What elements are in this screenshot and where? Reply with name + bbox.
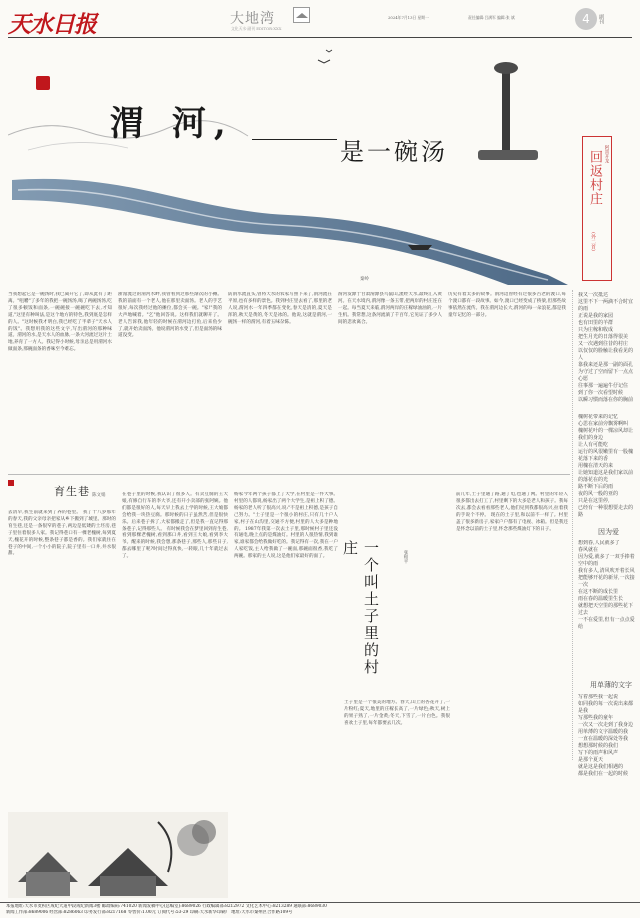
hero-subtitle: 是一碗汤 [340, 138, 448, 166]
poem-line: 槐树花叶的一棵凉风却让我们的身边 [578, 428, 634, 441]
poem-line: 一次又一次走到了我身边 [578, 722, 634, 728]
essay2-para: 1987年我第一次去土子里,那时候村子里还没有通电,晚上点的是煤油灯。村里的人很热情,我到谁家,谁家都会给我做好吃的。我记得有一次,我在一户人家吃饭,主人给我做了一碗面,那碗面很香,我吃了两碗。那家的主人说,这是他们家最好的面了。 [234, 526, 338, 560]
poem-line: 让她知道这是我们家以前的落花在的光 [578, 470, 634, 483]
section-divider [8, 474, 570, 475]
poem-line: 只是在这里停, [578, 498, 610, 504]
essay2-col1 [234, 492, 338, 892]
poem-line: 一不在爱里,但有一点点爱给 [578, 617, 635, 630]
poem-line: 写那些我的童年 [578, 715, 614, 721]
poem-line: 又一次遇到往昔的村庄 [578, 341, 629, 347]
poem-line: 在这不断的成长里 [578, 589, 619, 595]
page-number: 4 [575, 8, 597, 30]
seal-stamp-icon [36, 76, 50, 90]
poem-line: 运行的风很嫩里有一股槐花落下来的香 [578, 449, 634, 462]
poem-line: 想想那时候的我们 [578, 743, 619, 749]
title-divider [252, 139, 337, 140]
essay1-col2 [122, 492, 228, 810]
essay2-title: 一个叫土子里的村庄 [341, 540, 380, 676]
hero-title: 渭 河, [110, 104, 234, 144]
hero-body-col5: 历史有着太多的故事。渭河边曾经有过很多古老的渡口,每个渡口都有一段故事。如今,渡口已经变成了桥梁,但那些故事依然在流传。我在渭河边长大,渭河的每一朵浪花,都是我童年记忆的一部分。 [448, 292, 566, 318]
essay1-para: 去清早,我生前就来到了养的巷里。 [8, 510, 82, 515]
poem-1 [578, 292, 636, 410]
poem-line: 夜的风一般的亚的 [578, 491, 619, 497]
footer [0, 902, 640, 918]
poem-line: 是那个夏天 [578, 757, 604, 763]
poem-line: 用单薄的文字温暖的我 [578, 729, 629, 735]
poem-line: 已经有一种很想要走去的路 [578, 505, 634, 518]
poem-line: 写着那些我一起说 [578, 694, 619, 700]
poem-3-title: 因为爱 [598, 528, 619, 536]
poem-line: 我又一次抵达 [578, 292, 609, 298]
issue-date: 2024年7月13日 星期一 [388, 15, 429, 20]
poem-4 [578, 694, 636, 894]
essay2-para: 前几年,土子里通了路,通了电,也通了网。村里的年轻人很多都出去打工了,村里剩下的大多是老人和孩子。我每次去,都会去看看那些老人,他们见到我都很高兴,拉着我的手说个不停。 [456, 492, 568, 518]
poem-line: 往事那一遍遍牛仔记住 [578, 383, 629, 389]
poem-line: 把能够开花的新芽,一次接一次 [578, 575, 635, 588]
poem-line: 一直在温暖的深处等我 [578, 736, 629, 742]
column-separator [572, 290, 573, 760]
poem-line: 心思在家前旁飘雾啊叫 [578, 421, 629, 427]
section-title: 大地湾 [230, 11, 275, 27]
essay1-byline: 陈文娟 [92, 493, 106, 498]
editor-credit: 责任编辑:吕满军 编辑:张 斌 [468, 15, 515, 20]
poem-3 [578, 540, 636, 648]
poem-line: 就想把天空里的那些花下过去 [578, 603, 634, 616]
section-subtitle: 文化天水·副刊 EDITOR:XXX [231, 26, 282, 31]
poem-line: 我有多人,清风吹开着长风 [578, 568, 635, 574]
river-illustration [8, 40, 568, 285]
footer-line-1: 本报地址:天水市麦积区成纪大道中段成纪新闻3楼 邮政编码:741020 新闻发稿中心(总编室):8689026 行政编辑部:8212972 文化艺术中心:8213289 通联部:8689030 [6, 904, 327, 909]
poem-2 [578, 414, 636, 522]
essay1-para: 在巷子里的时候,我认识了很多人。有卖豆腐的王大娘,有修自行车的李大爷,还有开小卖部的张阿姨。他们都是很好的人,每天早上我去上学的时候,王大娘都会给我一块热豆腐。那时候的日子虽然苦,但是很快乐。后来巷子拆了,大家都搬走了,但是我一直记得那条巷子,记得那些人。 [122, 492, 228, 532]
hero-body-col4: 渭河发源于甘肃渭源县鸟鼠山,流经天水,最终汇入黄河。在天水境内,渭河像一条玉带,把两岸的村庄连在一起。每当夏天来临,渭河两岸的庄稼绿油油的,一片生机。我常想,这条河流淌了千百年,它见证了多少人间的悲欢离合。 [338, 292, 442, 325]
poem-line: 把生月光的日落得很美 [578, 334, 629, 340]
poem-4-title: 用单薄的文字 [590, 681, 632, 689]
poem-line: 以仅仅的脸触让我看见的人 [578, 348, 634, 361]
masthead: 天水日报 [8, 11, 96, 38]
series-author: 阿晋开龙 [604, 145, 609, 163]
poem-line: 为守过了空而留下一点点心愿 [578, 369, 634, 382]
poem-line: 写下的雨声和风声 [578, 750, 619, 756]
poem-line: 春风就在 [578, 547, 599, 553]
essay1-col1 [8, 510, 116, 810]
poem-line: 想到春,人民就多了 [578, 540, 620, 546]
series-title: 回返村庄 [587, 150, 602, 206]
poem-line: 靠我来还是那一副的面孔 [578, 362, 634, 368]
village-illustration [8, 812, 228, 898]
essay2-col3 [456, 492, 568, 892]
hero-body-col1: 当我想起它是一碗汤时,我已离开它了,即从此有了距离。"咀嚼"了多年的我把一碗汤汤,喝了两碗汤汤,吃了很多顿饭和面条,一碗碗接一碗碗吃下去,才知道,"这里有种叫法,是这个地方的特色,我到底是怎样的人。"这时候我才明白,我已经吃了半辈子"天水人的饭"。我想用我的这些文字,写出渭河的那种味道。渭河的水,是天水人的血脉,一条大河流过这片土地,养育了一方人。我记得小时候,母亲总是用渭河水做面条,那碗面条的香味至今难忘。 [8, 292, 112, 353]
hero-body-col3: 防渭水流直头,曾将天水的农家写照下来了,渭河流在平原,也有多样的景色。我到村庄里去看了,那里的老人说,渭河水一年四季都在变化,春天是清的,夏天是浑的,秋天是黄的,冬天是冰的。他说,这就是渭河,一碗汤一样的渭河,有着五味杂陈。 [228, 292, 332, 325]
hero-body-col2: 浙漫流过的渭河水畔,我曾看到过那些渐次的小摊。我的前面有一个老人,他在那里卖面汤。老人的手艺很好,每次我经过他的摊位,都会买一碗。"家!"我的大声地喊着。"乞"他回答说。这样我们就聊开了。老人告诉我,他年轻的时候在渭河边打鱼,后来鱼少了,就开始卖面汤。他说渭河的水变了,但是面汤的味道没变。 [118, 292, 222, 339]
poem-line: 以瞬习惯而落在你的胸前 [578, 397, 634, 403]
header-rule [8, 37, 632, 38]
poem-line: 就是这是我们相遇的 [578, 764, 624, 770]
poem-line: 用槐在清天的来 [578, 463, 614, 469]
house-icon [293, 7, 310, 23]
essay2-para: 土子里是一个很美的地方。春天,山上的杏花开了,一片粉红;夏天,地里的庄稼长高了,一片绿色;秋天,树上的果子熟了,一片金黄;冬天,下雪了,一片白色。我很喜欢土子里,每年都要去几次。 [344, 700, 450, 726]
footer-line-2: 新闻工作部:8689006 经营部:8286063 印务发行部:8217168 零售价:1.00元 订阅代号:53-29 印刷:天水新华印刷厂 地址:天水市秦州区合作路109号 [6, 910, 293, 915]
poem-line: 只为庄稼和收成 [578, 327, 614, 333]
poem-line: 因为爱,就多了一双手捧着空中的雨 [578, 554, 635, 567]
poem-line: 到了你一次看望时候 [578, 390, 624, 396]
essay2-para: 现在的土子里,和以前不一样了。村里盖了很多新房子,家家户户都有了电视、冰箱。但是我还是怀念以前的土子里,怀念那些煤油灯下的日子。 [456, 512, 568, 532]
poem-line: 正说是我的家园 [578, 313, 614, 319]
poem-line: 这里不下一两滴不合时宜的雨 [578, 299, 634, 312]
poem-line: 也有田里的羊群 [578, 320, 614, 326]
poem-line: 如同我的每一次说出来都是我 [578, 701, 634, 714]
poem-line: 让人有可能吃 [578, 442, 609, 448]
series-subtitle: (外二首) [590, 232, 596, 251]
poem-line: 雨在春的温暖里生长 [578, 596, 624, 602]
essay1-para: 我了十八岁那年的春天,我的父亲母亲把家从乡下搬到了城里。那时的育生巷,还是一条很窄的巷子,两边是低矮的土坯房,巷子里住着很多人家。我记得巷口有一棵老槐树,每到夏天,槐花开的时候,整条巷子都是香的。我们家就住在巷子的中间,一个小小的院子,院子里有一口井,井水很甜。 [8, 510, 116, 557]
poem-line: 都是我们在一起的时候 [578, 771, 629, 777]
essay1-title: 育生巷 [54, 485, 90, 498]
hero-byline: 秦岭 [360, 277, 369, 282]
essay1-marker [8, 480, 14, 486]
essay2-col2 [344, 700, 450, 892]
essay2-para: 杨家今年两个孩子都上了大学,在村里是一件大事。村里的人都说,杨家出了两个大学生,是祖上积了德。杨家的老人听了很高兴,说:"不是祖上积德,是孩子自己努力。"土子里是一个很小的村庄,只有几十户人家,村子在山沟里,交通不方便,村里的人大多是种地的。 [234, 492, 338, 532]
poem-line: 槐树花带来的记忆 [578, 414, 619, 420]
essay1-para: 有时候我会在梦里回到育生巷,看到那棵老槐树,看到那口井,看到王大娘,看到李大爷。醒来的时候,我会想,那条巷子,那些人,那些日子,都去哪里了呢?时间过得真快,一转眼,几十年就过去了。 [122, 526, 228, 560]
poem-line: 路不断下后的雨 [578, 484, 614, 490]
page-label: 副刊 [598, 14, 604, 24]
essay2-byline: 张和平 [403, 550, 408, 564]
